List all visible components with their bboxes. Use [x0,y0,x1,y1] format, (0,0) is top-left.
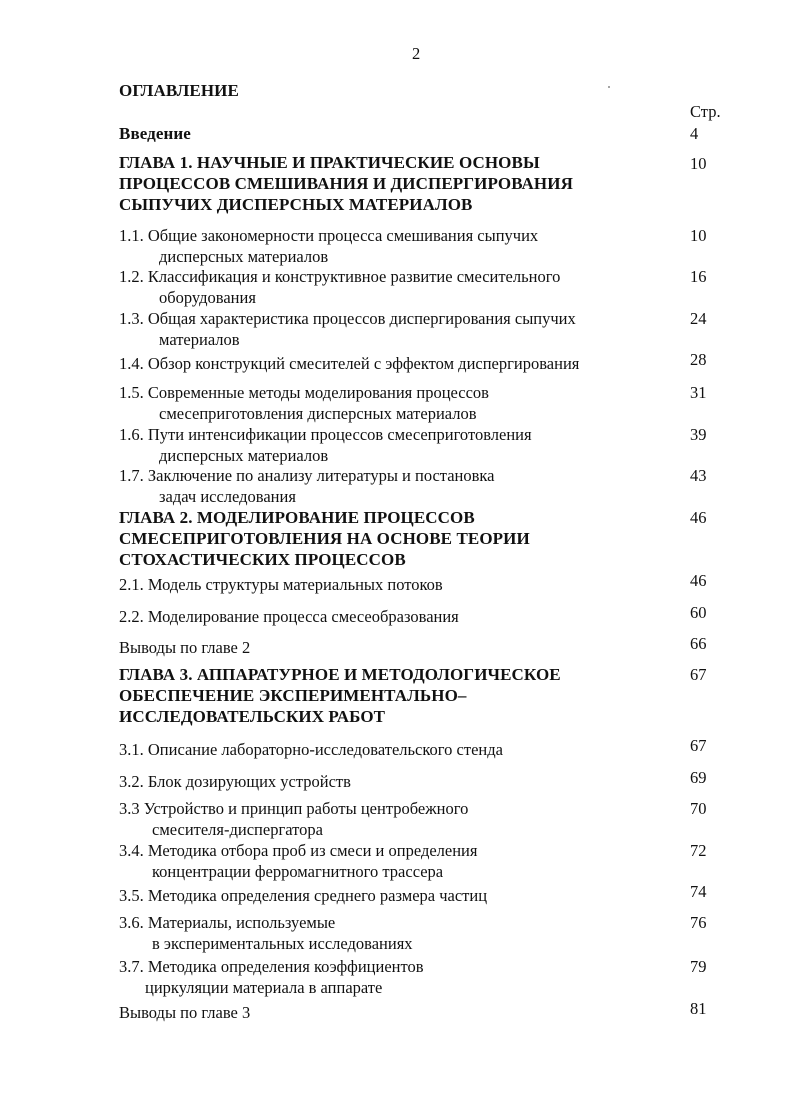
toc-page-number: 74 [690,882,707,901]
toc-entry-line: 3.6. Материалы, используемые [119,913,336,932]
toc-entry-line: циркуляции материала в аппарате [145,978,383,997]
toc-entry-line: Выводы по главе 2 [119,638,251,657]
toc-entry-line: 3.5. Методика определения среднего размера частиц [119,886,488,905]
toc-entry-line: задач исследования [159,487,296,506]
toc-page-number: 46 [690,571,707,590]
toc-page-number: 70 [690,799,707,818]
toc-page-number: 76 [690,913,707,932]
toc-entry-line: концентрации ферромагнитного трассера [152,862,444,881]
toc-entry-line: 1.7. Заключение по анализу литературы и постановка [119,466,495,485]
toc-page-number: 16 [690,267,707,286]
toc-page-number: 69 [690,768,707,787]
toc-page-number: 67 [690,665,707,684]
toc-page-number: 66 [690,634,707,653]
toc-entry-line: 1.5. Современные методы моделирования процессов [119,383,489,402]
toc-heading-line: ПРОЦЕССОВ СМЕШИВАНИЯ И ДИСПЕРГИРОВАНИЯ [119,174,573,193]
toc-entry-line: смесителя-диспергатора [152,820,323,839]
toc-page-number: 43 [690,466,707,485]
toc-entry-line: 3.4. Методика отбора проб из смеси и определения [119,841,478,860]
toc-page-number: 79 [690,957,707,976]
toc-entry-line: оборудования [159,288,256,307]
toc-entry-line: материалов [159,330,240,349]
toc-page-number: 46 [690,508,707,527]
toc-entry-line: 1.3. Общая характеристика процессов диспергирования сыпучих [119,309,576,328]
toc-page-number: 60 [690,603,707,622]
toc-page-number: 31 [690,383,707,402]
toc-heading-line: СМЕСЕПРИГОТОВЛЕНИЯ НА ОСНОВЕ ТЕОРИИ [119,529,530,548]
toc-heading-line: СТОХАСТИЧЕСКИХ ПРОЦЕССОВ [119,550,406,569]
toc-entry-line: 2.2. Моделирование процесса смесеобразования [119,607,459,626]
scan-speck [608,86,610,88]
toc-entry-line: 2.1. Модель структуры материальных потоков [119,575,443,594]
toc-heading-line: ИССЛЕДОВАТЕЛЬСКИХ РАБОТ [119,707,386,726]
toc-page-number: 67 [690,736,707,755]
toc-page-number: 81 [690,999,707,1018]
toc-page-number: 39 [690,425,707,444]
toc-page-number: 24 [690,309,707,328]
toc-heading-line: Введение [119,124,191,143]
toc-entry-line: 1.1. Общие закономерности процесса смешивания сыпучих [119,226,539,245]
toc-entry-line: 1.6. Пути интенсификации процессов смесеприготовления [119,425,532,444]
toc-heading-line: ГЛАВА 2. МОДЕЛИРОВАНИЕ ПРОЦЕССОВ [119,508,475,527]
toc-heading-line: ГЛАВА 1. НАУЧНЫЕ И ПРАКТИЧЕСКИЕ ОСНОВЫ [119,153,540,172]
toc-page-number: 10 [690,154,707,173]
page-number: 2 [412,44,421,63]
toc-page-number: 72 [690,841,707,860]
toc-entry-line: Выводы по главе 3 [119,1003,251,1022]
toc-entry-line: 3.7. Методика определения коэффициентов [119,957,424,976]
toc-entry-line: смесеприготовления дисперсных материалов [159,404,477,423]
toc-title: ОГЛАВЛЕНИЕ [119,81,239,100]
toc-heading-line: СЫПУЧИХ ДИСПЕРСНЫХ МАТЕРИАЛОВ [119,195,473,214]
toc-entry-line: 1.4. Обзор конструкций смесителей с эффектом диспергирования [119,354,580,373]
toc-entry-line: в экспериментальных исследованиях [152,934,413,953]
toc-page-number: 4 [690,124,699,143]
toc-page-number: 10 [690,226,707,245]
toc-entry-line: 3.3 Устройство и принцип работы центробежного [119,799,469,818]
toc-entry-line: дисперсных материалов [159,247,329,266]
toc-heading-line: ОБЕСПЕЧЕНИЕ ЭКСПЕРИМЕНТАЛЬНО– [119,686,467,705]
page-column-header: Стр. [690,102,721,121]
toc-entry-line: 3.2. Блок дозирующих устройств [119,772,351,791]
toc-entry-line: дисперсных материалов [159,446,329,465]
toc-heading-line: ГЛАВА 3. АППАРАТУРНОЕ И МЕТОДОЛОГИЧЕСКОЕ [119,665,561,684]
toc-entry-line: 1.2. Классификация и конструктивное развитие смесительного [119,267,561,286]
toc-page-number: 28 [690,350,707,369]
toc-entry-line: 3.1. Описание лабораторно-исследовательского стенда [119,740,503,759]
